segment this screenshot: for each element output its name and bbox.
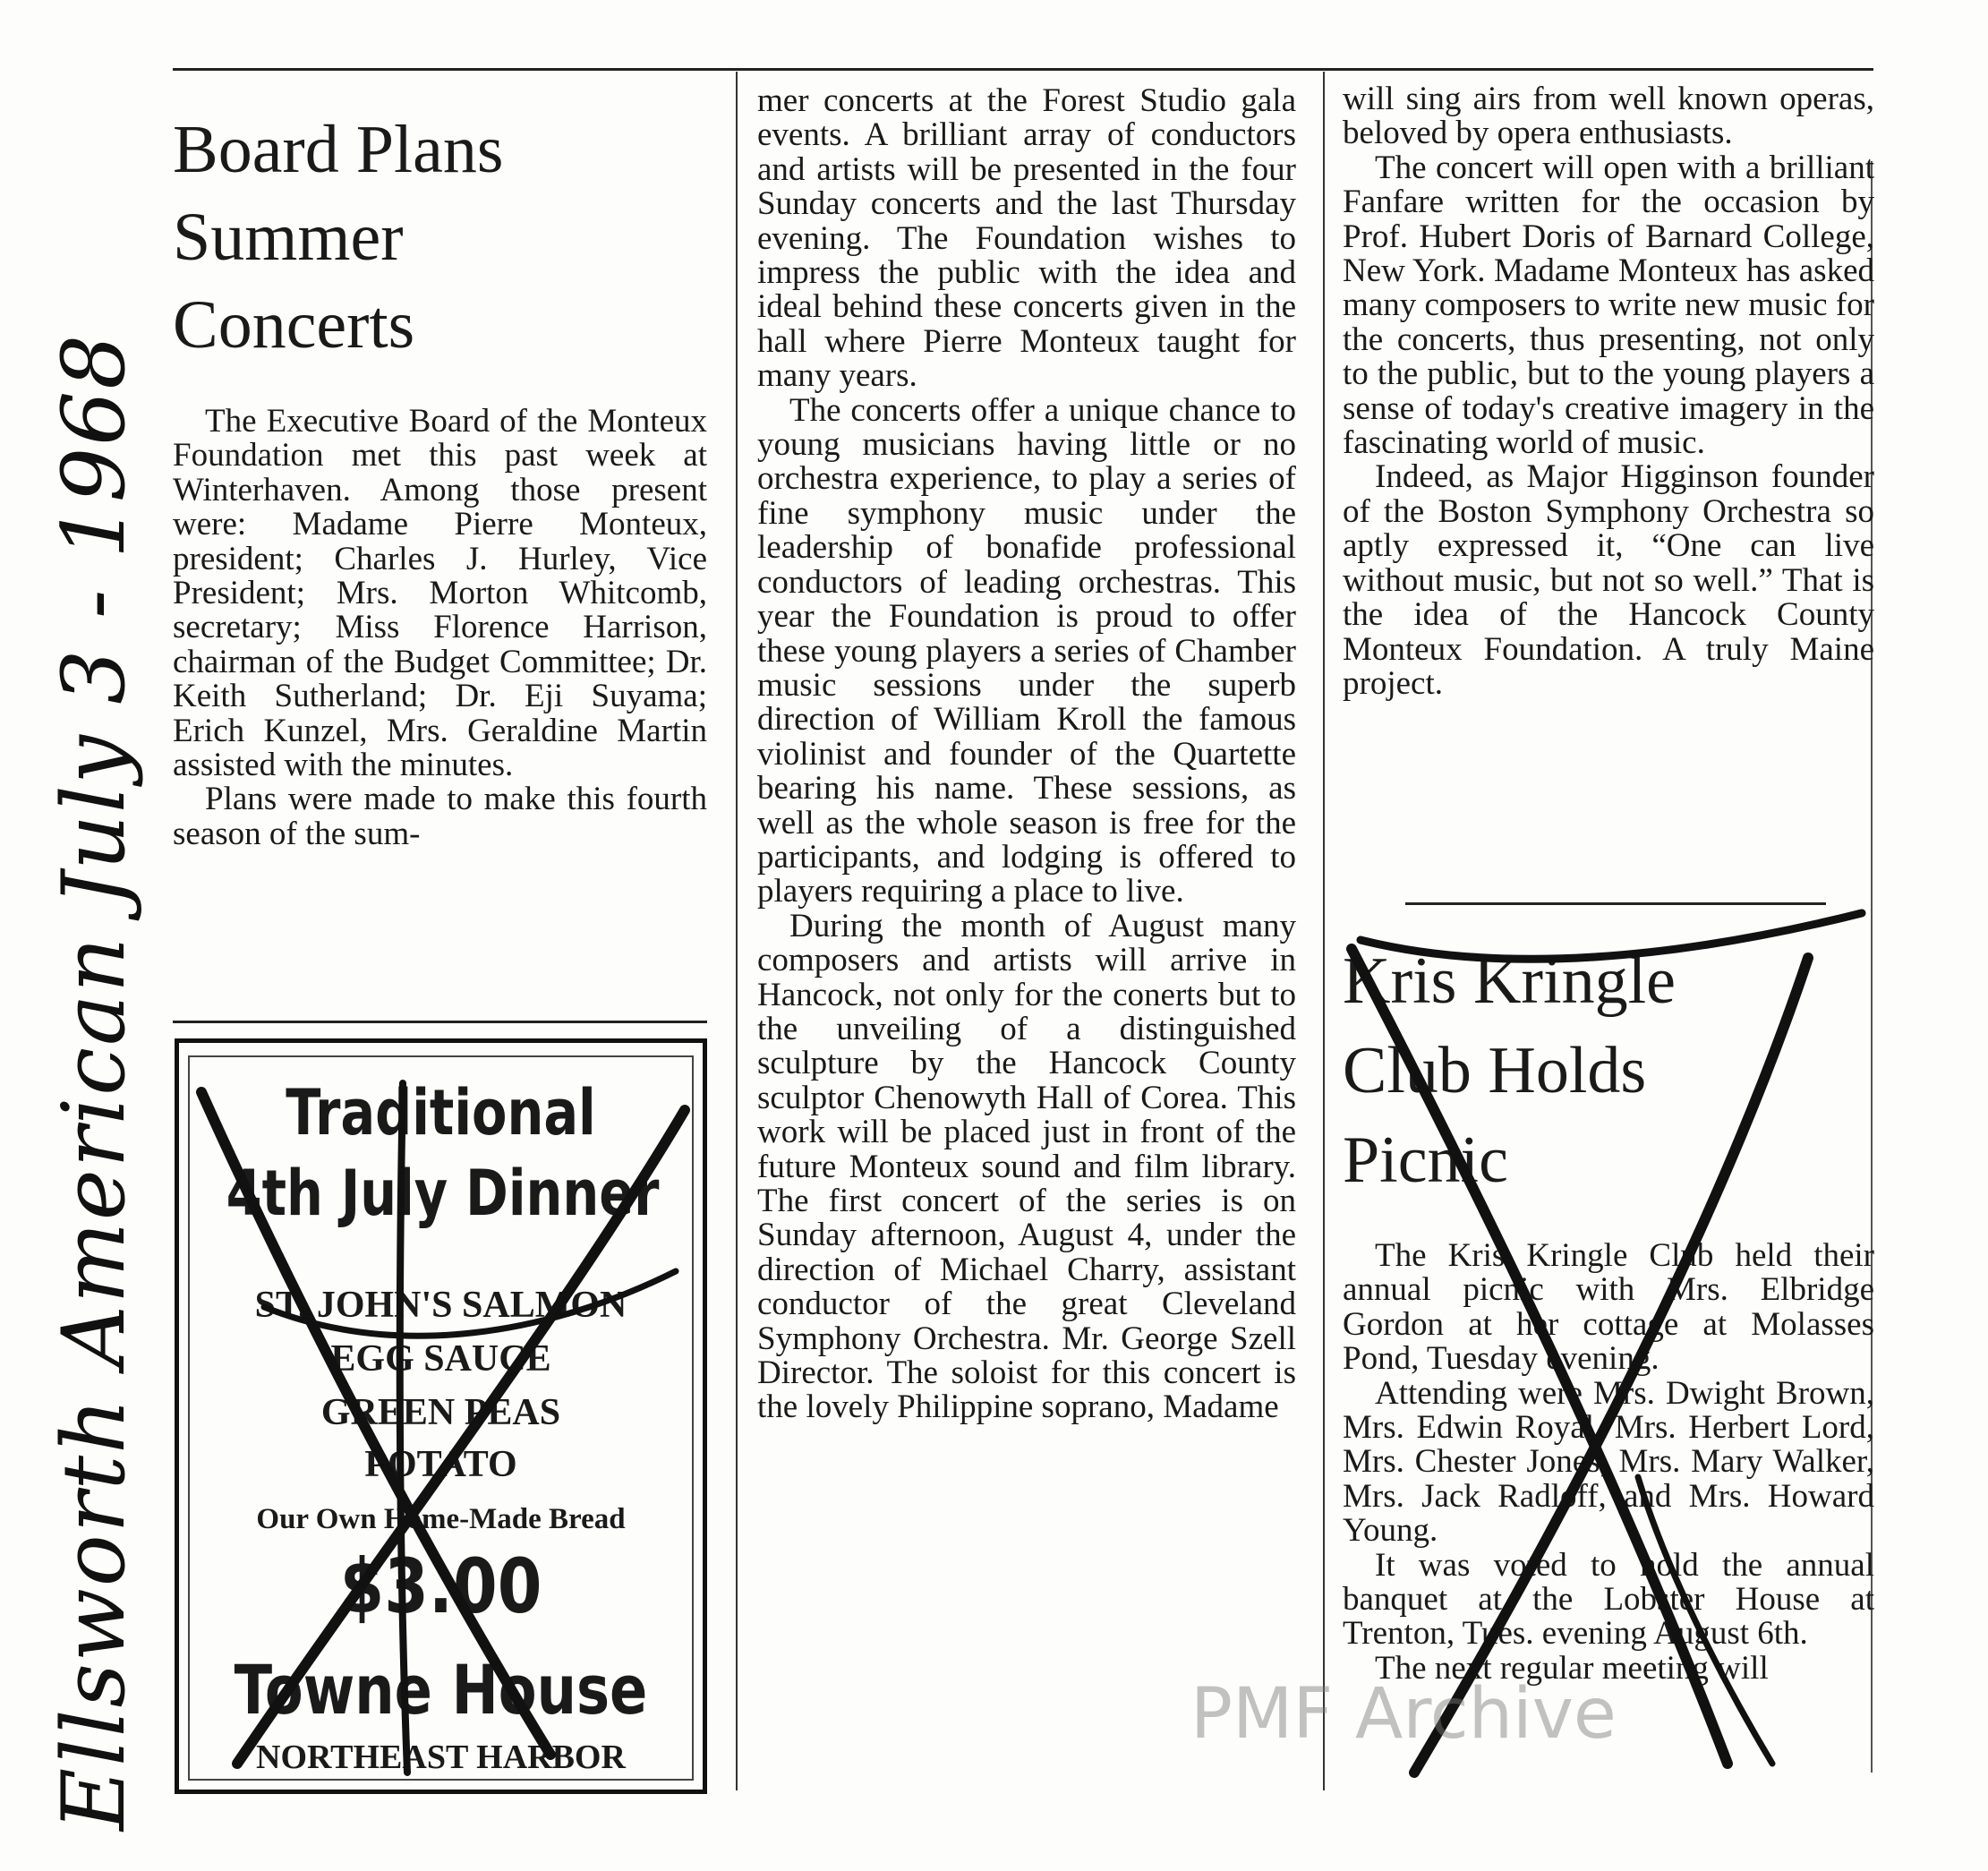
top-rule <box>173 68 1873 71</box>
ad-line-dinner: 4th July Dinner <box>226 1157 660 1230</box>
article-paragraph: Plans were made to make this fourth season of the sum- <box>173 781 707 852</box>
picnic-headline-line-3: Picnic <box>1343 1123 1508 1197</box>
ad-restaurant-name: Towne House <box>234 1650 648 1730</box>
picnic-paragraph: The Kris Kringle Club held their annual picnic with Mrs. Elbridge Gordon at her cottage at Molasses Pond, Tuesday evening. <box>1343 1237 1874 1378</box>
article-column-2 <box>757 84 1296 1425</box>
article-paragraph: The Executive Board of the Monteux Foundation met this past week at Winterhaven. Among those present were: Madame Pierre Monteux, president; Charles J. Hurley, Vice President; Mrs. Morton Whitcomb, secretary; Miss Florence Harrison, chairman of the Budget Committee; Dr. Keith Sutherland; Dr. Eji Suyama; Erich Kunzel, Mrs. Geraldine Martin assisted with the minutes. <box>173 403 707 784</box>
headline-line-2: Summer <box>173 200 404 275</box>
headline-line-1: Board Plans <box>173 112 504 187</box>
column-rule-2 <box>1323 72 1325 1790</box>
ad-line-salmon: ST. JOHN'S SALMON <box>254 1285 627 1326</box>
article-paragraph: During the month of August many composers and artists will arrive in Hancock, not only for the conerts but to the unveiling of a distinguished sculpture by the Hancock County sculptor Chenowyth Hall of Corea. This work will be placed just in front of the future Monteux sound and film library. The first concert of the series is on Sunday afternoon, August 4, under the direction of Michael Charry, assistant conductor of the great Cleveland Symphony Orchestra. Mr. George Szell Director. The soloist for this concert is the lovely Philippine soprano, Madame <box>757 907 1296 1426</box>
article-headline <box>173 106 707 369</box>
article-column-1 <box>173 106 707 851</box>
handwritten-date-note: Ellsworth American July 3 - 1968 <box>44 332 144 1831</box>
picnic-headline-line-1: Kris Kringle <box>1343 944 1676 1018</box>
picnic-cross-out-mark <box>1343 904 1874 1790</box>
article-column-3 <box>1343 82 1874 701</box>
article-paragraph: Indeed, as Major Higginson founder of the Boston Symphony Orchestra so aptly expressed it, “One can live without music, but not so well.” That is the idea of the Hancock County Monteux Foundation. A truly Maine project. <box>1343 458 1874 702</box>
ad-line-potato: POTATO <box>364 1444 517 1485</box>
picnic-paragraph: The next regular meeting will <box>1375 1649 1769 1687</box>
column-1-divider <box>173 1021 707 1023</box>
article-paragraph: The concert will open with a brilliant Fanfare written for the occasion by Prof. Hubert Doris of Barnard College, New York. Madame Monteux has asked many composers to write new music for the concerts, thus presenting, not only to the public, but to the young players a sense of today's creative imagery in the fascinating world of music. <box>1343 149 1874 462</box>
article-paragraph: will sing airs from well known operas, beloved by opera enthusiasts. <box>1343 81 1874 152</box>
ad-location: NORTHEAST HARBOR <box>256 1739 626 1776</box>
ad-line-egg-sauce: EGG SAUCE <box>330 1338 551 1380</box>
ad-price: $3.00 <box>339 1542 542 1630</box>
article-paragraph: mer concerts at the Forest Studio gala events. A brilliant array of conductors and artists will be presented in the four Sunday concerts and the last Thursday evening. The Foundation wishes to impress the public with the idea and ideal behind these concerts given in the hall where Pierre Monteux taught for many years. <box>757 82 1296 395</box>
picnic-paragraph: It was voted to hold the annual banquet at the Lobster House at Trenton, Tues. evening August 6th. <box>1343 1546 1874 1653</box>
ad-line-bread: Our Own Home-Made Bread <box>256 1503 626 1535</box>
ad-line-traditional: Traditional <box>286 1076 596 1149</box>
article-paragraph: The concerts offer a unique chance to young musicians having little or no orchestra experience, to play a series of fine symphony music under the leadership of bonafide professional conductors of leading orchestras. This year the Foundation is proud to offer these young players a series of Chamber music sessions under the superb direction of William Kroll the famous violinist and founder of the Quartette bearing his name. These sessions, as well as the whole season is free for the participants, and lodging is offered to players requiring a place to live. <box>757 391 1296 910</box>
headline-line-3: Concerts <box>173 287 415 363</box>
ad-line-green-peas: GREEN PEAS <box>320 1392 561 1433</box>
archive-watermark: PMF Archive <box>1190 1674 1617 1755</box>
column-rule-1 <box>736 72 738 1790</box>
picnic-paragraph: Attending were Mrs. Dwight Brown, Mrs. Edwin Royal, Mrs. Herbert Lord, Mrs. Chester Jones, Mrs. Mary Walker, Mrs. Jack Radloff, and Mrs. Howard Young. <box>1343 1374 1874 1550</box>
ad-cross-out-mark <box>175 1038 707 1794</box>
picnic-headline-line-2: Club Holds <box>1343 1034 1647 1107</box>
